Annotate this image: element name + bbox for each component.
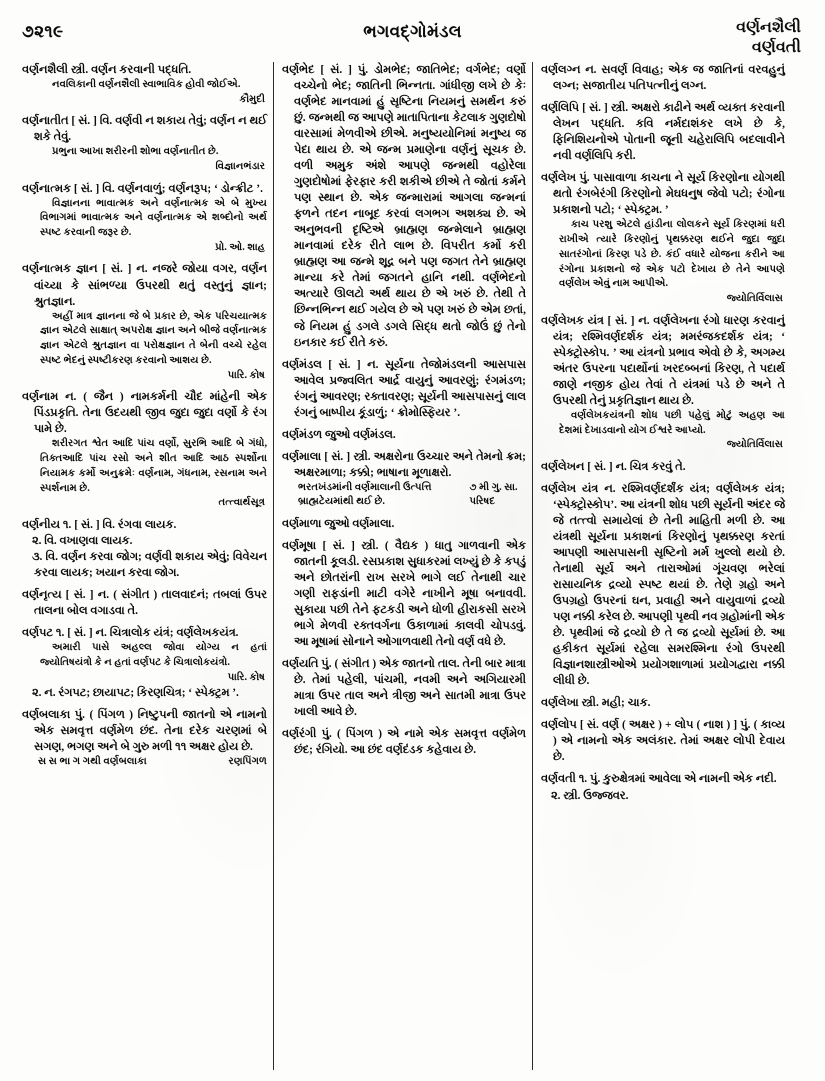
dictionary-entry (22, 113, 267, 174)
entry-definition: વર્ણપટ ૧. [ સં. ] ન. ચિત્રાલોક યંત્રં; વર્ણલેખકયંત્ર. (22, 627, 239, 640)
entry-definition: વર્ણલેખ યંત્ર ન. રશ્મિવર્ણદર્શંક યંત્ર; વર્ણલેખક યંત્ર; ‘સ્પેક્ટ્રોસ્કોપ’. આ યંત્રની શોધ પછી સૂર્યની અંદર જે જે તત્ત્વો સમાયેલાં છે તેની માહિતી મળી છે. આ યંત્રથી સૂર્યના પ્રકાશનાં કિરણોનું પૃથક્કરણ કરતાં આપણી આસપાસની સૃષ્ટિનો મર્મ ખુલ્લો થયો છે. તેનાથી સૂર્ય અને તારાઓમાં ગૂંચવણ ભરેલાં રાસાયનિક દ્રવ્યો સ્પષ્ટ થયાં છે. તેણે ગ્રહો અને ઉપગ્રહો ઉપરનાં ઘન, પ્રવાહી અને વાયુવાળાં દ્રવ્યો પણ નક્કી કરેલ છે. આપણી પૃથ્વી નવ ગ્રહોમાંની એક છે. પૃથ્વીમાં જે દ્રવ્યો છે તે જ દ્રવ્યો સૂર્યમાં છે. આ હકીકત સૂર્યમાં રહેલા સમરશ્મિના રંગો ઉપરથી વિજ્ઞાનશાસ્ત્રીઓએ પ્રયોગશાળામાં પ્રયોગદ્વારા નક્કી લીધી છે. (541, 482, 785, 688)
entry-definition: વર્ણબલાકા પું. ( પિંગળ ) નિષ્ટુપની જાતનો એ નામનો એક સમવૃત્ત વર્ણમેળ છંદ. તેના દરેક ચરણમાં બે સગણ, ભગણ અને બે ગુરુ મળી ૧૧ અક્ષર હોય છે. (22, 709, 267, 754)
entry-definition: વર્ણવતી ૧. પું. કુરુક્ષેત્રમાં આવેલા એ નામની એક નદી. (541, 773, 777, 786)
dictionary-entry (282, 726, 526, 758)
entry-citation-quote: વર્ણલેખકયંત્રની શોધ પછી પહેલું મોટું અહણ આ દેશમાં દેખાડવાનો યોગ ઈશ્વરે આપ્યો. (559, 409, 785, 436)
dictionary-entry (541, 717, 785, 765)
entry-definition: વર્ણનામ ન. ( જૈન ) નામકર્મની ચૌદ માંહેની એક પિંડપ્રકૃતિ. તેના ઉદયથી જીવ જુદા જુદા વર્ણો કે રંગ પામે છે. (22, 391, 267, 436)
dictionary-entry (282, 427, 526, 443)
dictionary-entry (22, 587, 267, 619)
guide-words (736, 18, 801, 58)
entry-citation-quote: અહીં માત્ર જ્ઞાનના જે બે પ્રકાર છે, એક પરિચયાત્મક જ્ઞાન એટલે સાક્ષાત્ અપરોક્ષ જ્ઞાન અને બીજે વર્ણનાત્મક જ્ઞાન એટલે શ્રુતજ્ઞાન વા પરોક્ષજ્ઞાન તે બેની વચ્ચે રહેલ સ્પષ્ટ ભેદનું સ્પષ્ટીકરણ કરવાનો આશય છે. (40, 310, 267, 366)
entry-sense: ૨. સ્ત્રી. ઉજ્જવર. (551, 789, 629, 802)
entry-citation-source: પારિ. કોષ (227, 671, 265, 683)
entry-sense: ૨. ન. રંગપટ; છાયાપટ; કિરણચિત્ર; ‘ સ્પેક્ટ્રમ ’. (32, 687, 239, 700)
entry-citation-quote: નવલિકાની વર્ણનશૈલી સ્વાભાવિક હોવી જોઈએ. (52, 79, 241, 91)
entry-citation-source: પારિ. કોષ (227, 369, 265, 381)
column-1 (14, 62, 273, 1070)
guide-word-bottom: વર્ણવતી (751, 39, 801, 56)
entry-citation-quote: કાચ પરશુ એટલે હાંડીના લોલકને સૂર્ય કિરણમાં ધરી રાખીએ ત્યારે કિરણોનું પૃથક્કરણ થઈને જુદા જુદા સાતરંગોનાં કિરણ પડે છે. કંઈ વધારે યોજના કરીને આ રંગોના પ્રકાશનો જે એક પટો દેખાય છે તેને આપણે વર્ણલેખ એવું નામ આપીએ. (559, 219, 785, 290)
dictionary-entry (541, 481, 785, 689)
column-2 (273, 62, 532, 1070)
entry-definition: વર્ણમાળા જુઓ વર્ણમાલા. (282, 517, 395, 530)
entry-definition: વર્ણમૂષા [ સં. ] સ્ત્રી. ( વૈદ્યક ) ધાતુ ગાળવાની એક જાતની કૂલડી. રસપ્રકાશ સુધાકરમાં લખ્યું છે કે કપડું અને છોતરાંની રાખ સરખે ભાગે લઈ તેનાથી ચાર ગણી રાફડાંની માટી વગેરે નાખીને મૂષા બનાવવી. સુકાયા પછી તેને ફટકડી અને ધોળી હીરાકસી સરખે ભાગે મેળવી રક્તવર્ગના ઉકાળામાં કાલવી ચોપડવું. આ મૂષામાં સોનાને ઓગાળવાથી તેનો વર્ણ વધે છે. (282, 539, 526, 648)
entry-citation-quote: વિજ્ઞાનના ભાવાત્મક અને વર્ણનાત્મક એ બે મુખ્ય વિભાગમાં ભાવાત્મક અને વર્ણનાત્મક એ શબ્દોનો અર્થ સ્પષ્ટ કરવાની જરૂર છે. (40, 197, 267, 239)
entry-citation-split (282, 481, 526, 510)
dictionary-entry (22, 389, 267, 511)
entry-definition: વર્ણલેખ પું. પાસાવાળા કાચના ને સૂર્ય કિરણોના યોગથી થતો રંગબેરંગી કિરણોનો મેઘધનુષ જેવો પટો; રંગોના પ્રકાશનો પટો; ‘ સ્પેક્ટ્રમ. ’ (541, 172, 785, 217)
dictionary-title: ભગવદ્ગોમંડલ (363, 22, 462, 41)
entry-citation-quote: અમારી પાસે અહલ્લ જોવા યોગ્ય ન હતાં જ્યોતિષયંત્રો કે ન હતાં વર્ણપટ કે ચિત્રાલોકયંત્રો. (40, 642, 267, 668)
entry-definition: વર્ણલેખક યંત્ર [ સં. ] ન. વર્ણલેખના રંગો ધારણ કરવાનું યંત્ર; રશ્મિવર્ણદર્શક યંત્ર; મમરંજકદર્શક યંત્ર; ‘ સ્પેક્ટ્રોસ્કોપ. ’ આ યંત્રનો પ્રભાવ એવો છે કે, અગમ્ય અંતર ઉપરના પદાર્થોનાં ખરદબ્બનાં કિરણ, તે પદાર્થ જાણે નજીક હોય તેવાં તે યંત્રમાં પડે છે અને તે ઉપરથી તેનું પ્રકૃતિજ્ઞાન થાય છે. (541, 314, 785, 407)
dictionary-entry (282, 538, 526, 650)
entry-definition: વર્ણનાત્મક જ્ઞાન [ સં. ] ન. નજરે જોયા વગર, વર્ણન વાંચ્યા કે સાંભળ્યા ઉપરથી થતું વસ્તુનું જ્ઞાન; શ્રુતજ્ઞાન. (22, 263, 267, 308)
entry-sense: ૩. વિ. વર્ણન કરવા જોગ; વર્ણવી શકાય એવું; વિવેચન કરવા લાયક; ખયાન કરવા જોગ. (32, 550, 267, 579)
entry-citation-split (22, 755, 267, 769)
dictionary-entry (541, 459, 785, 475)
entry-sense: ૨. વિ. વખાણવા લાયક. (32, 534, 133, 547)
entry-definition: વર્ણલેખા સ્ત્રી. મહી; ચાક. (541, 697, 651, 710)
entry-citation-source: પ્રો. ઓ. શાહ (215, 242, 265, 253)
entry-definition: વર્ણયતિ પું. ( સંગીત ) એક જાતનો તાલ. તેની બાર માત્રા છે. તેમાં પહેલી, પાંચમી, નવમી અને અગિયારમી માત્રા ઉપર તાલ અને ત્રીજી અને સાતમી માત્રા ઉપર ખાલી આવે છે. (282, 658, 526, 719)
dictionary-entry (22, 517, 267, 581)
dictionary-entry (541, 695, 785, 711)
entry-citation-quote: શરીરગત શ્વેત આદિ પાંચ વર્ણો, સુરભિ આદિ બે ગંધો, તિક્તઆદિ પાંચ રસો અને શીત આદિ આઠ સ્પર્શોના નિયામક કર્મો અનુક્રમેઃ વર્ણનામ, ગંધનામ, રસનામ અને સ્પર્શનામ છે. (40, 438, 267, 494)
entry-definition: વર્ણનીય ૧. [ સં. ] વિ. રંગવા લાયક. (22, 518, 177, 531)
page-folio-number: ૭૨૧૯ (22, 22, 64, 41)
entry-citation-source: કૌમુદી (239, 93, 265, 105)
entry-citation-source: વિજ્ઞાનભંડાર (215, 161, 265, 173)
entry-definition: વર્ણલગ્ન ન. સવર્ણ વિવાહ; એક જ જાતિનાં વરવહુનું લગ્ન; સજાતીય પતિપત્નીનું લગ્ન. (541, 64, 785, 93)
entry-definition: વર્ણનાતીત [ સં. ] વિ. વર્ણવી ન શકાય તેવું; વર્ણન ન થઈ શકે તેવું. (22, 115, 267, 144)
entry-citation-quote: પ્રભુના આખા શરીરની શોભા વર્ણનાતીત છે. (52, 146, 219, 158)
entry-definition: વર્ણલિપિ [ સં. ] સ્ત્રી. અક્ષરો કાઢીને અર્થ વ્યક્ત કરવાની લેખન પદ્ધતિ. કવિ નર્મદાશંકર લખે છે કે, ફિનિશિયનોએ પોતાની જૂની ચહેરાલિપિ બદલાવીને નવી વર્ણલિપિ કરી. (541, 102, 785, 163)
entry-definition: વર્ણનૃત્ય [ સં. ] ન. ( સંગીત ) તાલવાદનં; તબલાં ઉપર તાલના બોલ વગાડવા તે. (22, 589, 267, 618)
dictionary-entry (22, 625, 267, 701)
dictionary-entry (282, 516, 526, 532)
entry-definition: વર્ણનાત્મક [ સં. ] વિ. વર્ણનવાળું; વર્ણનરૂપ; ‘ ડોન્ક્રીટ ’. (22, 182, 263, 195)
guide-word-top: વર્ણનશૈલી (736, 19, 801, 36)
entry-definition: વર્ણલેખન [ સં. ] ન. ચિત્ર કરવું તે. (541, 460, 686, 473)
entry-citation-source: જ્યોતિર્વિલાસ (726, 439, 783, 451)
entry-definition: વર્ણનશૈલી સ્ત્રી. વર્ણન કરવાની પદ્ધતિ. (22, 64, 192, 76)
dictionary-entry (22, 707, 267, 770)
entry-citation-source: રણપિંગળ (228, 756, 267, 768)
entry-citation-quote: ભરતખંડમાંની વર્ણમાલાની ઉત્પત્તિ બ્રાહ્મટેયમાંથી થઈ છે. (298, 481, 432, 508)
dictionary-entry (22, 181, 267, 256)
entry-citation-quote: સ સ ભા ગ ગથી વર્ણબલાકા (38, 756, 147, 768)
dictionary-entry (282, 449, 526, 510)
dictionary-entry (22, 62, 267, 107)
dictionary-entry (541, 170, 785, 306)
dictionary-entry (541, 62, 785, 94)
dictionary-entry (282, 656, 526, 720)
entry-citation-source: તત્ત્વાર્થસૂત્ર (218, 497, 265, 509)
column-container (14, 62, 811, 1070)
dictionary-entry (541, 100, 785, 164)
dictionary-entry (541, 771, 785, 803)
entry-definition: વર્ણરંગી પું. ( પિંગળ ) એ નામે એક સમવૃત્ત વર્ણમેળ છંદ; રંગિયો. આ છંદ વર્ણદંડક કહેવાય છે. (282, 728, 526, 757)
entry-citation-source: ૭ મી ગુ. સા. પરિષદ (469, 481, 518, 508)
entry-definition: વર્ણમંડલ [ સં. ] ન. સૂર્યના તેજોમંડલની આસપાસ આવેલ પ્રજ્વલિત આર્દ્ર વાયુનું આવરણું; રંગમંડળ; રંગનું આવરણ; રક્તાવરણ; સૂર્યની આસપાસનું લાલ રંગનું બાષ્પીય કૂંડાળું; ‘ ક્રોમોસ્ફિયર ’. (282, 358, 526, 419)
entry-definition: વર્ણમંડળ જુઓ વર્ણમંડલ. (282, 428, 396, 441)
column-3 (532, 62, 791, 1070)
entry-definition: વર્ણલોપ [ સં. વર્ણ ( અક્ષર ) + લોપ ( નાશ ) ] પું. ( કાવ્ય ) એ નામનો એક અલંકાર. તેમાં અક્ષર લોપી દેવાય છે. (541, 719, 785, 764)
entry-citation-source: જ્યોતિર્વિલાસ (726, 293, 783, 305)
dictionary-entry (22, 261, 267, 383)
dictionary-entry (282, 357, 526, 421)
entry-definition: વર્ણભેદ [ સં. ] પું. ડોમભેદ; જાતિભેદ; વર્ગભેદ; વર્ણો વચ્ચેનો ભેદ; જાતિની ભિન્નતા. ગાંધીજી લખે છે કેઃ વર્ણભેદ માનવામાં હું સૃષ્ટિના નિયમનું સમર્થન કરું છું. જન્મથી જ આપણે માતાપિતાના કેટલાક ગુણદોષો વારસામાં મેળવીએ છીએ. મનુષ્યયોનિમાં મનુષ્ય જ પેદા થાય છે. એ જન્મ પ્રમાણેના વર્ણનું સૂચક છે. વળી અમુક અંશે આપણે જન્મથી વહોરેલા ગુણદોષોમાં ફેરફાર કરી શકીએ છીએ તે જોતાં કર્મને પણ સ્થાન છે. એક જન્મારામાં આગલા જન્મનાં ફળને તદન નાબૂદ કરવાં લગભગ અશક્ય છે. એ અનુભવની દૃષ્ટિએ બ્રાહ્મણ જન્મેલાને બ્રાહ્મણ માનવામાં દરેક રીતે લાભ છે. વિપરીત કર્મો કરી બ્રાહ્મણ આ જન્મે શૂદ્ર બને પણ જગત તેને બ્રાહ્મણ માન્યા કરે તેમાં જગતને હાનિ નથી. વર્ણભેદનો અત્યારે ઊલટો અર્થ થાય છે એ ખરું છે. તેથી તે છિન્નભિન્ન થઈ ગયેલ છે એ પણ ખરું છે એમ છતાં, જે નિયમ હું ડગલે ડગલે સિદ્ધ થતો જોઉં છું તેનો ઇનકાર કઈ રીતે કરું. (282, 64, 526, 349)
dictionary-entry (282, 62, 526, 351)
entry-definition: વર્ણમાલા [ સં. ] સ્ત્રી. અક્ષરોના ઉચ્ચાર અને તેમનો ક્રમ; અક્ષરમાળા; કક્કો; ભાષાના મૂળાક્ષરો. (282, 450, 526, 479)
dictionary-entry (541, 313, 785, 453)
